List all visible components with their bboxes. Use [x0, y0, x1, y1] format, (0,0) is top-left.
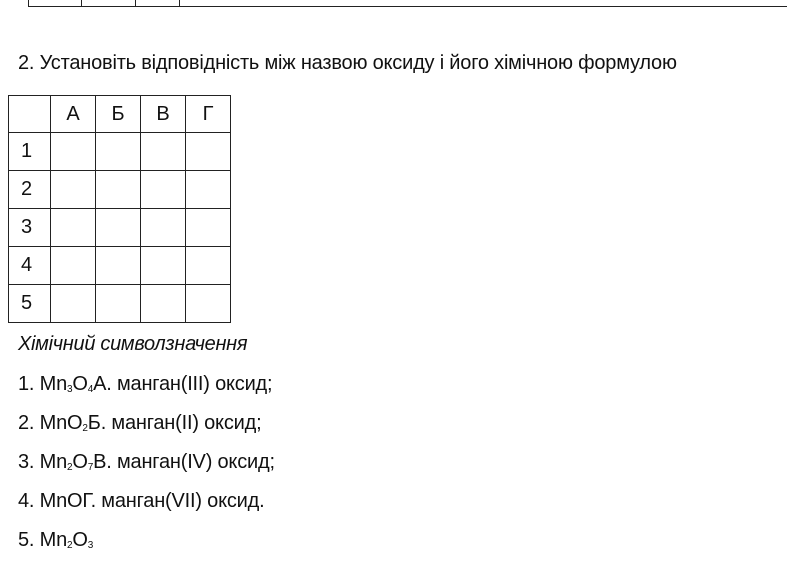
- answer-cell[interactable]: [186, 209, 231, 247]
- answer-cell[interactable]: [141, 171, 186, 209]
- item-number: 3.: [18, 451, 40, 473]
- answer-grid-row: [9, 171, 231, 209]
- answer-grid-row-header: 1: [9, 133, 51, 171]
- answer-grid-col-header: А: [51, 96, 96, 133]
- formula: $Mn_2O_3$: [39, 529, 94, 551]
- answer-grid-col-header: Г: [186, 96, 231, 133]
- answer-grid-corner: [9, 96, 51, 133]
- answer-grid-row: [9, 285, 231, 323]
- list-item: [18, 450, 275, 489]
- answer-cell[interactable]: [141, 285, 186, 323]
- previous-table-divider: [135, 0, 136, 6]
- previous-table-divider: [81, 0, 82, 6]
- formula-list: [18, 372, 275, 567]
- answer-cell[interactable]: [96, 133, 141, 171]
- answer-cell[interactable]: [186, 171, 231, 209]
- answer-grid: [8, 95, 231, 323]
- answer-grid-row: [9, 247, 231, 285]
- list-item: [18, 411, 275, 450]
- answer-grid-row: [9, 209, 231, 247]
- formula: MnO: [39, 490, 83, 512]
- section-subtitle: Хімічний символзначення: [18, 333, 248, 355]
- question-title: 2. Установіть відповідність між назвою оксиду і його хімічною формулою: [18, 52, 677, 74]
- answer-cell[interactable]: [51, 285, 96, 323]
- answer-grid-col-header: В: [141, 96, 186, 133]
- oxide-name: Б. манган(ІІ) оксид;: [87, 412, 262, 434]
- answer-grid-row-header: 3: [9, 209, 51, 247]
- answer-cell[interactable]: [96, 209, 141, 247]
- answer-cell[interactable]: [186, 247, 231, 285]
- answer-cell[interactable]: [96, 247, 141, 285]
- formula: $Mn_3O_4$: [39, 373, 94, 395]
- answer-cell[interactable]: [51, 171, 96, 209]
- answer-grid-row-header: 2: [9, 171, 51, 209]
- answer-grid-row-header: 4: [9, 247, 51, 285]
- answer-grid-col-header: Б: [96, 96, 141, 133]
- formula: $Mn_2O_7$: [39, 451, 94, 473]
- list-item: [18, 489, 275, 528]
- previous-table-divider: [179, 0, 180, 6]
- answer-cell[interactable]: [96, 171, 141, 209]
- answer-grid-header-row: [9, 96, 231, 133]
- answer-cell[interactable]: [141, 247, 186, 285]
- item-number: 2.: [18, 412, 40, 434]
- item-number: 1.: [18, 373, 40, 395]
- answer-cell[interactable]: [186, 133, 231, 171]
- answer-cell[interactable]: [51, 247, 96, 285]
- answer-cell[interactable]: [141, 209, 186, 247]
- oxide-name: В. манган(IV) оксид;: [93, 451, 275, 473]
- item-number: 5.: [18, 529, 40, 551]
- answer-cell[interactable]: [51, 133, 96, 171]
- answer-cell[interactable]: [96, 285, 141, 323]
- oxide-name: Г. манган(VII) оксид.: [82, 490, 265, 512]
- answer-grid-row: [9, 133, 231, 171]
- formula: MnO$_2$: [39, 412, 88, 434]
- answer-grid-row-header: 5: [9, 285, 51, 323]
- answer-cell[interactable]: [141, 133, 186, 171]
- answer-cell[interactable]: [186, 285, 231, 323]
- oxide-name: А. манган(ІІІ) оксид;: [93, 373, 273, 395]
- answer-cell[interactable]: [51, 209, 96, 247]
- item-number: 4.: [18, 490, 40, 512]
- previous-table-edge: [28, 0, 787, 7]
- list-item: [18, 372, 275, 411]
- list-item: [18, 528, 275, 567]
